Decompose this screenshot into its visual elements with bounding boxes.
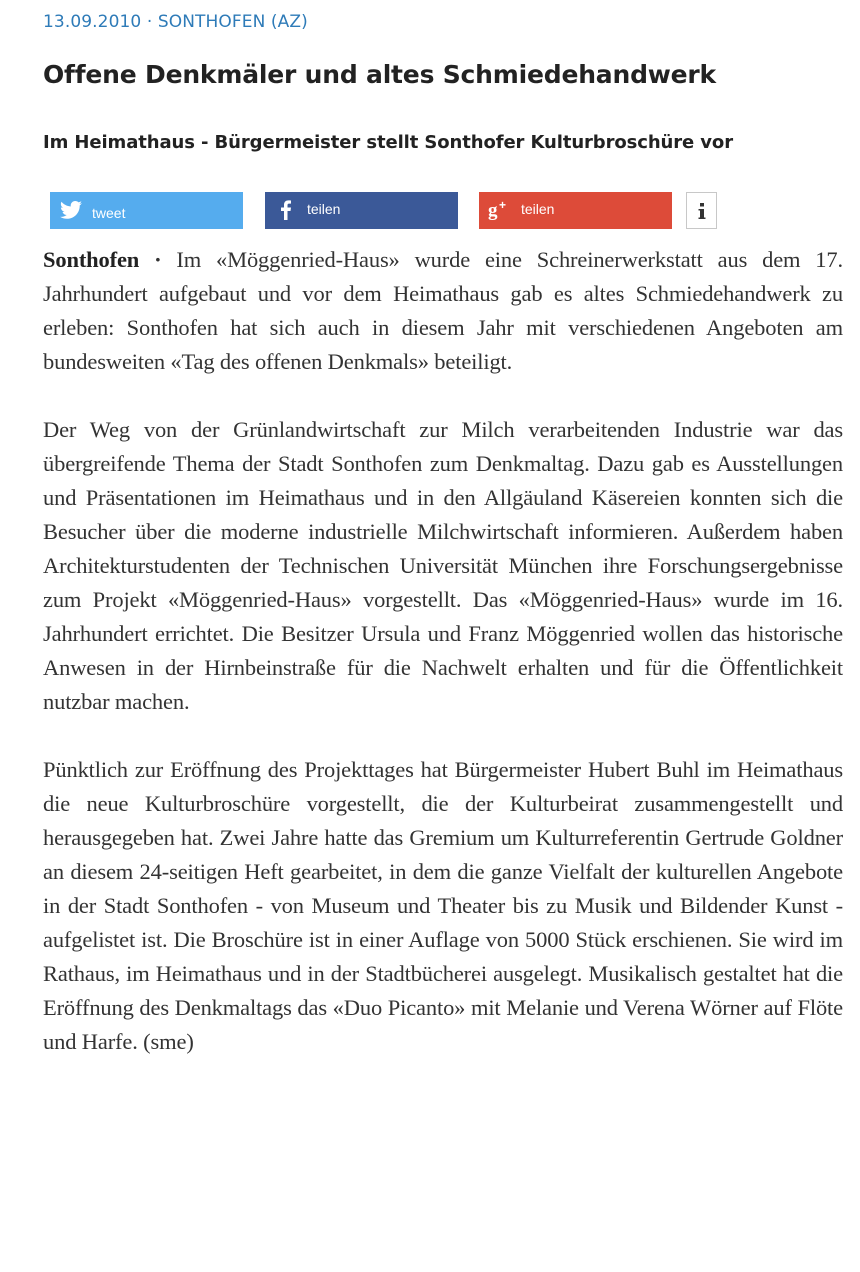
googleplus-share-button[interactable]: [479, 192, 672, 229]
facebook-f-icon: [273, 198, 299, 222]
article-paragraph: [43, 243, 843, 379]
article-subheadline: Im Heimathaus - Bürgermeister stellt Sonthofer Kulturbroschüre vor: [43, 132, 733, 153]
article-headline: Offene Denkmäler und altes Schmiedehandwerk: [43, 60, 716, 89]
dateline: 13.09.2010 · SONTHOFEN (AZ): [43, 12, 308, 32]
googleplus-share-label: teilen: [521, 201, 555, 217]
svg-text:g: g: [488, 200, 498, 221]
facebook-share-label: teilen: [307, 201, 341, 217]
info-icon: [695, 202, 709, 220]
twitter-share-button[interactable]: [50, 192, 243, 229]
lead-separator: ·: [154, 247, 162, 272]
twitter-bird-icon: [58, 198, 84, 222]
share-bar: [50, 192, 730, 229]
paragraph-text: Im «Möggenried-Haus» wurde eine Schreinerwerkstatt aus dem 17. Jahrhundert aufgebaut und vor dem Heimathaus gab es altes Schmiedehandwerk zu erleben: Sonthofen hat sich auch in diesem Jahr mit verschiedenen Angeboten am bundesweiten «Tag des offenen Denkmals» beteiligt.: [43, 247, 843, 374]
google-plus-icon: [487, 198, 513, 222]
facebook-share-button[interactable]: [265, 192, 458, 229]
twitter-share-label: tweet: [92, 205, 126, 221]
article-paragraph: Der Weg von der Grünlandwirtschaft zur Milch verarbeitenden Industrie war das übergreifende Thema der Stadt Sonthofen zum Denkmaltag. Dazu gab es Ausstellungen und Präsentationen im Heimathaus und in den Allgäuland Käsereien konnten sich die Besucher über die moderne industrielle Milchwirtschaft informieren. Außerdem haben Architekturstudenten der Technischen Universität München ihre Forschungsergebnisse zum Projekt «Möggenried-Haus» vorgestellt. Das «Möggenried-Haus» wurde im 16. Jahrhundert errichtet. Die Besitzer Ursula und Franz Möggenried wollen das historische Anwesen in der Hirnbeinstraße für die Nachwelt erhalten und für die Öffentlichkeit nutzbar machen.: [43, 417, 843, 714]
article-paragraph: Pünktlich zur Eröffnung des Projekttages hat Bürgermeister Hubert Buhl im Heimathaus die neue Kulturbroschüre vorgestellt, die der Kulturbeirat zusammengestellt und herausgegeben hat. Zwei Jahre hatte das Gremium um Kulturreferentin Gertrude Goldner an diesem 24-seitigen Heft gearbeitet, in dem die ganze Vielfalt der kulturellen Angebote in der Stadt Sonthofen - von Museum und Theater bis zu Musik und Bildender Kunst - aufgelistet ist. Die Broschüre ist in einer Auflage von 5000 Stück erschienen. Sie wird im Rathaus, im Heimathaus und in der Stadtbücherei ausgelegt. Musikalisch gestaltet hat die Eröffnung des Denkmaltags das «Duo Picanto» mit Melanie und Verena Wörner auf Flöte und Harfe. (sme): [43, 757, 843, 1054]
lead-place-name: Sonthofen: [43, 247, 140, 272]
article-body: [43, 243, 843, 1093]
svg-text:+: +: [499, 198, 507, 212]
share-info-button[interactable]: [686, 192, 717, 229]
